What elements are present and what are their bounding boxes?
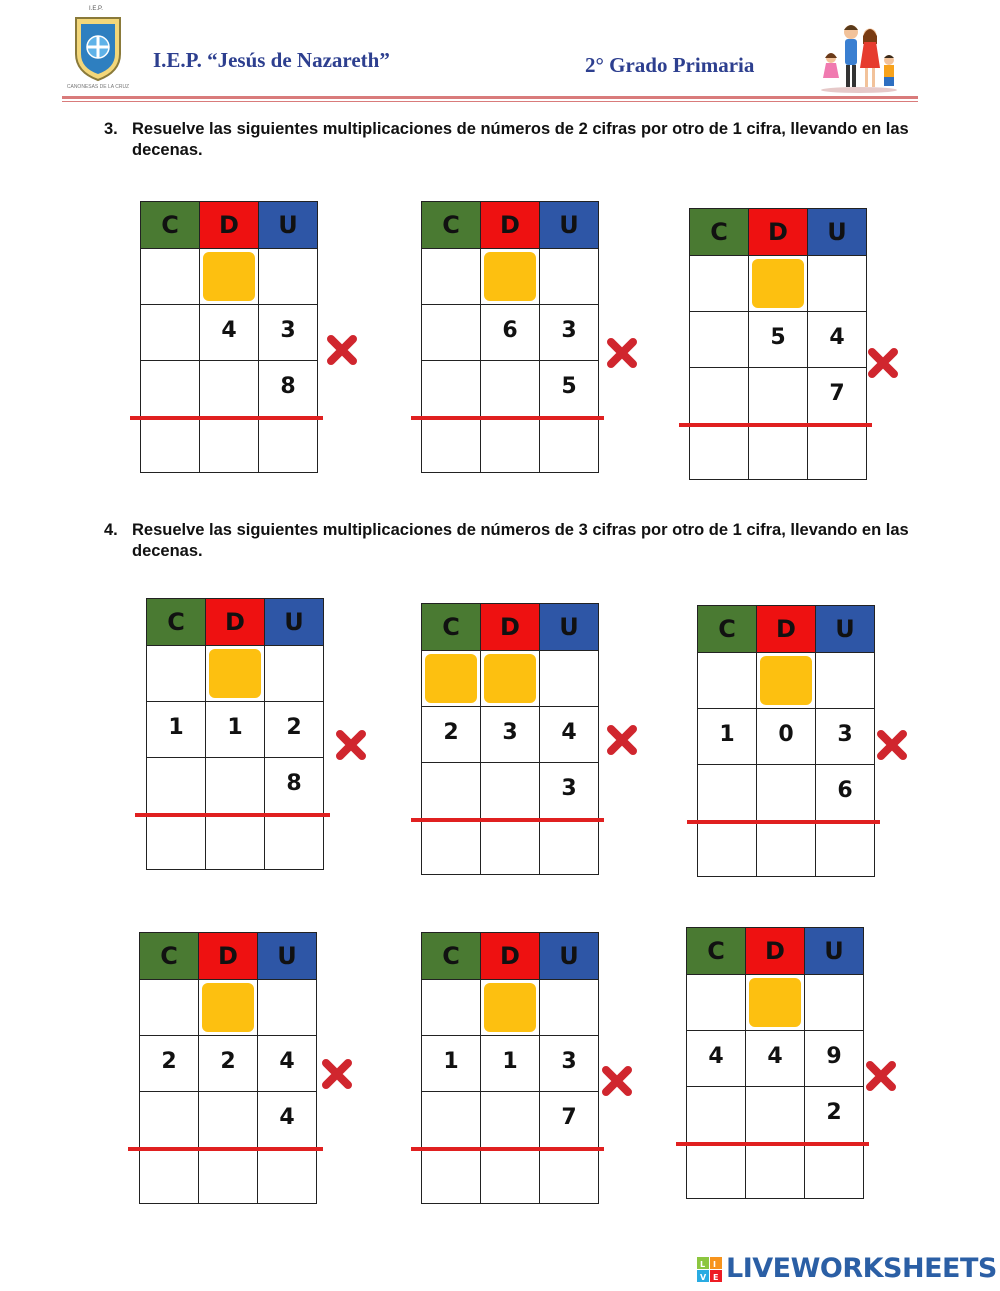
header-rule-bottom <box>62 101 918 102</box>
multiplication-grid-8 <box>421 932 599 1204</box>
grid-header-row <box>140 933 317 980</box>
header-c: C <box>687 928 746 975</box>
header-u: U <box>258 933 317 980</box>
school-logo <box>72 14 124 82</box>
answer-cell-u[interactable] <box>540 1148 599 1204</box>
carry-cell-u <box>540 980 599 1036</box>
carry-input-box[interactable] <box>209 649 261 698</box>
multiplicand-digit-d: 4 <box>200 305 259 361</box>
answer-row <box>141 417 318 473</box>
multiplicand-digit-c: 2 <box>422 707 481 763</box>
multiplicand-row <box>690 312 867 368</box>
header-d: D <box>746 928 805 975</box>
multiplier-row <box>422 763 599 819</box>
carry-cell-d[interactable] <box>746 975 805 1031</box>
multiplicand-row <box>422 1036 599 1092</box>
instruction-4 <box>104 520 934 564</box>
answer-cell-c[interactable] <box>147 814 206 870</box>
logo-top-text: I.E.P. <box>89 6 103 12</box>
answer-row <box>422 1148 599 1204</box>
result-line <box>135 813 330 817</box>
grid-header-row <box>422 933 599 980</box>
answer-cell-c[interactable] <box>698 821 757 877</box>
multiplicand-digit-d: 3 <box>481 707 540 763</box>
multiplicand-row <box>687 1031 864 1087</box>
logo-caption: CANONESAS DE LA CRUZ <box>66 84 130 90</box>
answer-row <box>140 1148 317 1204</box>
carry-cell-u <box>259 249 318 305</box>
answer-cell-u[interactable] <box>808 424 867 480</box>
header-c: C <box>422 604 481 651</box>
carry-cell-u <box>808 256 867 312</box>
carry-cell-d[interactable] <box>481 980 540 1036</box>
header-c: C <box>690 209 749 256</box>
multiplier-row <box>422 361 599 417</box>
carry-cell-u <box>540 651 599 707</box>
answer-cell-c[interactable] <box>422 417 481 473</box>
carry-row <box>422 980 599 1036</box>
multiply-x-icon <box>605 723 639 757</box>
carry-input-box[interactable] <box>484 252 536 301</box>
multiply-x-icon <box>325 333 359 367</box>
header-u: U <box>816 606 875 653</box>
carry-cell-c[interactable] <box>422 651 481 707</box>
answer-cell-u[interactable] <box>540 417 599 473</box>
multiplicand-digit-u: 4 <box>540 707 599 763</box>
carry-cell-c <box>141 249 200 305</box>
multiplicand-digit-u: 4 <box>808 312 867 368</box>
header-d: D <box>749 209 808 256</box>
multiplier-digit-d <box>481 763 540 819</box>
multiplier-row <box>422 1092 599 1148</box>
result-line <box>411 1147 604 1151</box>
header-d: D <box>481 933 540 980</box>
answer-cell-d[interactable] <box>199 1148 258 1204</box>
multiplier-digit-u: 4 <box>258 1092 317 1148</box>
carry-cell-c <box>698 653 757 709</box>
multiplier-digit-c <box>140 1092 199 1148</box>
multiplier-digit-d <box>746 1087 805 1143</box>
header-d: D <box>481 202 540 249</box>
carry-row <box>147 646 324 702</box>
multiplicand-digit-c <box>141 305 200 361</box>
answer-cell-d[interactable] <box>757 821 816 877</box>
instruction-text: Resuelve las siguientes multiplicaciones de números de 3 cifras por otro de 1 cifra, llevando en las decenas. <box>132 521 909 560</box>
carry-row <box>422 249 599 305</box>
multiplication-grid-9 <box>686 927 864 1199</box>
carry-cell-c <box>422 980 481 1036</box>
multiplier-digit-c <box>698 765 757 821</box>
grid-header-row <box>698 606 875 653</box>
header-u: U <box>805 928 864 975</box>
answer-cell-u[interactable] <box>265 814 324 870</box>
multiplier-digit-u: 7 <box>808 368 867 424</box>
carry-cell-u <box>265 646 324 702</box>
icon-letter-l: L <box>700 1260 706 1269</box>
family-illustration <box>818 18 900 94</box>
carry-input-box[interactable] <box>425 654 477 703</box>
multiplicand-row <box>422 707 599 763</box>
multiplier-digit-u: 2 <box>805 1087 864 1143</box>
header-c: C <box>140 933 199 980</box>
answer-cell-d[interactable] <box>206 814 265 870</box>
answer-cell-u[interactable] <box>540 819 599 875</box>
result-line <box>411 416 604 420</box>
icon-letter-e: E <box>713 1273 719 1282</box>
multiplier-row <box>690 368 867 424</box>
multiplier-digit-c <box>422 361 481 417</box>
multiplier-digit-d <box>200 361 259 417</box>
multiply-x-icon <box>334 728 368 762</box>
multiplier-row <box>147 758 324 814</box>
answer-row <box>147 814 324 870</box>
icon-letter-i: I <box>713 1260 716 1269</box>
carry-input-box[interactable] <box>203 252 255 301</box>
instruction-text: Resuelve las siguientes multiplicaciones de números de 2 cifras por otro de 1 cifra, llevando en las decenas. <box>132 120 909 159</box>
carry-input-box[interactable] <box>760 656 812 705</box>
header-u: U <box>808 209 867 256</box>
multiplication-grid-2 <box>421 201 599 473</box>
multiplicand-digit-u: 3 <box>540 1036 599 1092</box>
answer-cell-c[interactable] <box>140 1148 199 1204</box>
multiplier-digit-c <box>690 368 749 424</box>
answer-cell-c[interactable] <box>141 417 200 473</box>
multiplication-grid-7 <box>139 932 317 1204</box>
answer-row <box>422 819 599 875</box>
result-line <box>130 416 323 420</box>
multiplicand-digit-c: 1 <box>422 1036 481 1092</box>
grid-header-row <box>690 209 867 256</box>
header-rule-top <box>62 96 918 99</box>
carry-input-box[interactable] <box>484 983 536 1032</box>
multiply-x-icon <box>605 336 639 370</box>
multiplier-digit-u: 8 <box>265 758 324 814</box>
multiplier-row <box>698 765 875 821</box>
header-u: U <box>540 604 599 651</box>
result-line <box>679 423 872 427</box>
carry-row <box>687 975 864 1031</box>
multiplicand-digit-c: 1 <box>147 702 206 758</box>
multiply-x-icon <box>320 1057 354 1091</box>
liveworksheets-brand[interactable]: LIVEWORKSHEETS <box>726 1253 997 1284</box>
grid-header-row <box>687 928 864 975</box>
answer-cell-d[interactable] <box>746 1143 805 1199</box>
multiplication-grid-3 <box>689 208 867 480</box>
instruction-number: 4. <box>104 521 118 539</box>
carry-cell-d[interactable] <box>206 646 265 702</box>
multiplication-grid-6 <box>697 605 875 877</box>
multiplier-digit-d <box>481 361 540 417</box>
carry-row <box>140 980 317 1036</box>
multiply-x-icon <box>875 728 909 762</box>
grid-header-row <box>141 202 318 249</box>
multiplier-digit-u: 3 <box>540 763 599 819</box>
multiplier-digit-d <box>199 1092 258 1148</box>
multiplier-digit-c <box>141 361 200 417</box>
multiplicand-digit-c: 4 <box>687 1031 746 1087</box>
header-c: C <box>422 933 481 980</box>
instruction-3 <box>104 119 934 163</box>
multiplier-digit-u: 5 <box>540 361 599 417</box>
carry-cell-d[interactable] <box>481 249 540 305</box>
multiplication-grid-1 <box>140 201 318 473</box>
multiplier-digit-u: 8 <box>259 361 318 417</box>
multiplicand-digit-u: 3 <box>540 305 599 361</box>
header-u: U <box>259 202 318 249</box>
carry-row <box>690 256 867 312</box>
answer-cell-u[interactable] <box>805 1143 864 1199</box>
answer-cell-d[interactable] <box>749 424 808 480</box>
carry-cell-c <box>687 975 746 1031</box>
answer-cell-u[interactable] <box>259 417 318 473</box>
multiplicand-digit-u: 4 <box>258 1036 317 1092</box>
answer-cell-d[interactable] <box>481 417 540 473</box>
multiplier-digit-c <box>422 763 481 819</box>
carry-input-box[interactable] <box>202 983 254 1032</box>
grid-header-row <box>422 604 599 651</box>
carry-cell-c <box>422 249 481 305</box>
multiplicand-digit-d: 2 <box>199 1036 258 1092</box>
multiplier-digit-d <box>206 758 265 814</box>
carry-cell-d[interactable] <box>199 980 258 1036</box>
answer-cell-d[interactable] <box>481 819 540 875</box>
carry-cell-u <box>258 980 317 1036</box>
header-d: D <box>200 202 259 249</box>
multiplier-row <box>140 1092 317 1148</box>
multiplier-digit-d <box>749 368 808 424</box>
school-name: I.E.P. “Jesús de Nazareth” <box>153 48 390 72</box>
multiplicand-digit-d: 0 <box>757 709 816 765</box>
multiplicand-row <box>698 709 875 765</box>
multiplier-digit-c <box>147 758 206 814</box>
icon-letter-v: V <box>700 1273 707 1282</box>
multiplicand-digit-c <box>422 305 481 361</box>
multiplicand-row <box>147 702 324 758</box>
header-d: D <box>757 606 816 653</box>
multiplier-row <box>687 1087 864 1143</box>
multiplicand-digit-u: 3 <box>816 709 875 765</box>
carry-cell-c <box>147 646 206 702</box>
answer-cell-u[interactable] <box>816 821 875 877</box>
carry-cell-u <box>805 975 864 1031</box>
multiply-x-icon <box>600 1064 634 1098</box>
carry-cell-d[interactable] <box>757 653 816 709</box>
multiplication-grid-5 <box>421 603 599 875</box>
multiplier-digit-d <box>481 1092 540 1148</box>
carry-input-box[interactable] <box>749 978 801 1027</box>
header-c: C <box>422 202 481 249</box>
carry-cell-d[interactable] <box>481 651 540 707</box>
answer-cell-d[interactable] <box>200 417 259 473</box>
carry-cell-d[interactable] <box>200 249 259 305</box>
header-d: D <box>481 604 540 651</box>
multiplicand-digit-d: 5 <box>749 312 808 368</box>
grid-header-row <box>147 599 324 646</box>
multiplier-digit-d <box>757 765 816 821</box>
multiplicand-row <box>141 305 318 361</box>
multiplicand-digit-d: 1 <box>481 1036 540 1092</box>
carry-row <box>422 651 599 707</box>
instruction-number: 3. <box>104 120 118 138</box>
carry-cell-u <box>540 249 599 305</box>
multiplicand-digit-d: 4 <box>746 1031 805 1087</box>
header-u: U <box>265 599 324 646</box>
multiply-x-icon <box>866 346 900 380</box>
answer-row <box>690 424 867 480</box>
carry-cell-u <box>816 653 875 709</box>
multiplicand-row <box>422 305 599 361</box>
header-c: C <box>141 202 200 249</box>
carry-input-box[interactable] <box>484 654 536 703</box>
carry-row <box>698 653 875 709</box>
answer-cell-d[interactable] <box>481 1148 540 1204</box>
header-u: U <box>540 202 599 249</box>
carry-cell-c <box>690 256 749 312</box>
answer-cell-u[interactable] <box>258 1148 317 1204</box>
multiplication-grid-4 <box>146 598 324 870</box>
result-line <box>128 1147 323 1151</box>
answer-cell-c[interactable] <box>422 819 481 875</box>
header-c: C <box>147 599 206 646</box>
carry-cell-d[interactable] <box>749 256 808 312</box>
answer-row <box>698 821 875 877</box>
carry-cell-c <box>140 980 199 1036</box>
multiplicand-digit-d: 1 <box>206 702 265 758</box>
result-line <box>411 818 604 822</box>
multiplicand-digit-c <box>690 312 749 368</box>
multiplicand-digit-d: 6 <box>481 305 540 361</box>
multiply-x-icon <box>864 1059 898 1093</box>
header-u: U <box>540 933 599 980</box>
multiplicand-digit-u: 9 <box>805 1031 864 1087</box>
result-line <box>676 1142 869 1146</box>
grid-header-row <box>422 202 599 249</box>
multiplicand-digit-c: 2 <box>140 1036 199 1092</box>
multiplier-digit-u: 7 <box>540 1092 599 1148</box>
multiplier-digit-c <box>687 1087 746 1143</box>
multiplicand-digit-u: 3 <box>259 305 318 361</box>
liveworksheets-logo-icon <box>697 1257 723 1283</box>
answer-cell-c[interactable] <box>690 424 749 480</box>
multiplier-row <box>141 361 318 417</box>
answer-cell-c[interactable] <box>687 1143 746 1199</box>
multiplier-digit-u: 6 <box>816 765 875 821</box>
carry-row <box>141 249 318 305</box>
grade-label: 2° Grado Primaria <box>585 53 755 77</box>
multiplicand-row <box>140 1036 317 1092</box>
result-line <box>687 820 880 824</box>
header-c: C <box>698 606 757 653</box>
multiplicand-digit-u: 2 <box>265 702 324 758</box>
multiplier-digit-c <box>422 1092 481 1148</box>
carry-input-box[interactable] <box>752 259 804 308</box>
answer-cell-c[interactable] <box>422 1148 481 1204</box>
header-d: D <box>199 933 258 980</box>
answer-row <box>422 417 599 473</box>
answer-row <box>687 1143 864 1199</box>
multiplicand-digit-c: 1 <box>698 709 757 765</box>
header-d: D <box>206 599 265 646</box>
